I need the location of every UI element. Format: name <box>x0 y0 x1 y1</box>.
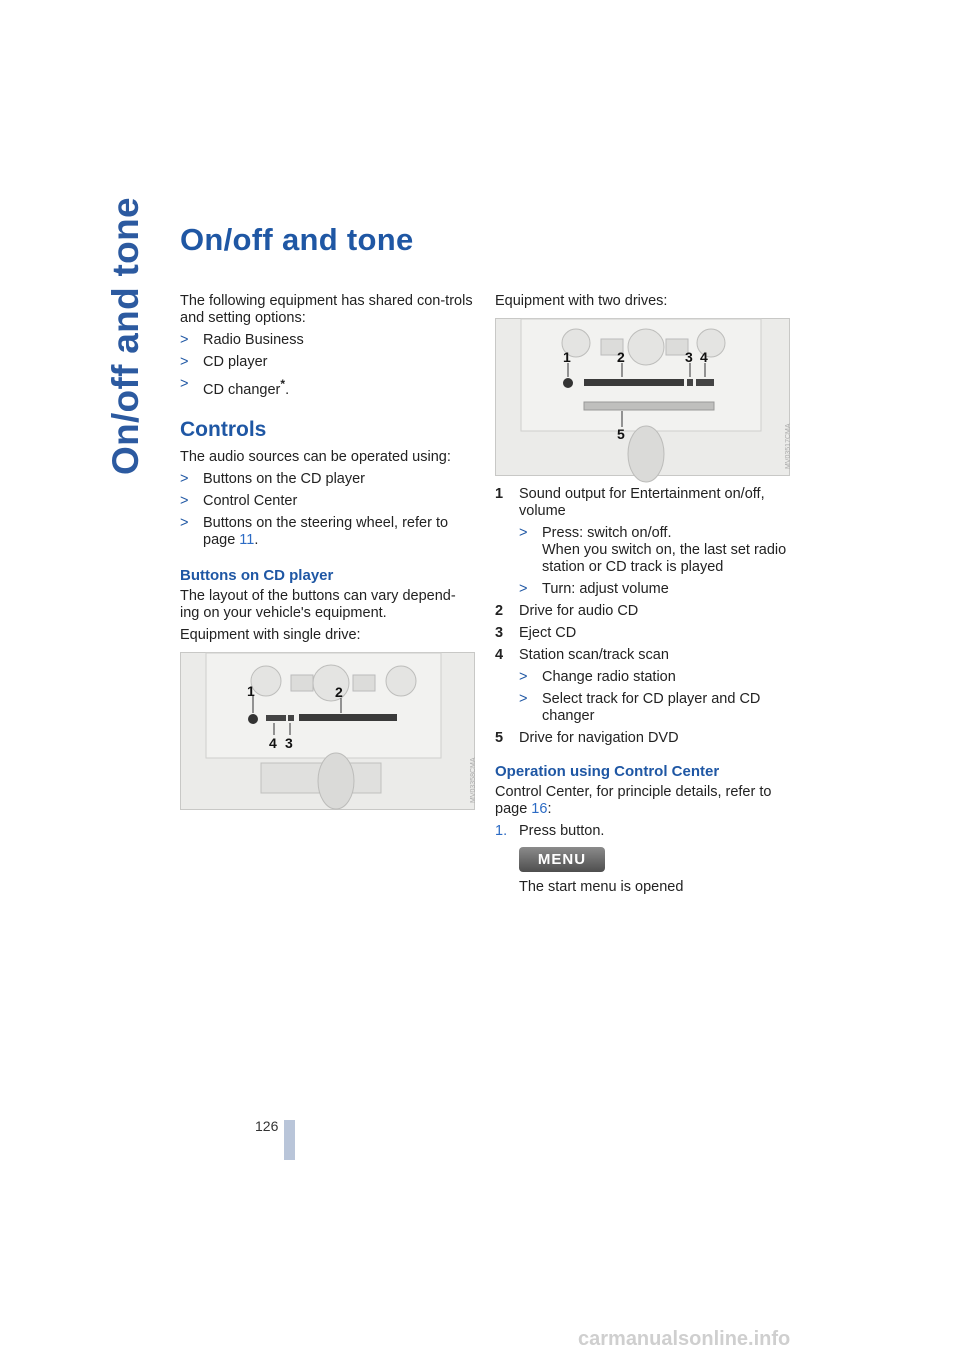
legend-item: 4 Station scan/track scan > Change radio station > Select track for CD player and CD changer <box>495 647 795 725</box>
bullet-arrow-icon: > <box>519 581 528 597</box>
bullet-arrow-icon: > <box>180 492 189 509</box>
list-item: > Buttons on the CD player <box>180 470 366 487</box>
callout-4: 4 <box>700 349 708 365</box>
legend-list <box>495 486 795 747</box>
footer-watermark: carmanualsonline.info <box>578 1328 791 1350</box>
equipment-list <box>180 332 473 399</box>
figure-code: MV03517CMA <box>785 423 792 469</box>
legend-item: 5 Drive for navigation DVD <box>495 730 679 746</box>
bullet-arrow-icon: > <box>519 691 528 707</box>
bullet-arrow-icon: > <box>180 514 189 531</box>
page-link-11[interactable]: 11 <box>239 531 255 548</box>
legend-item: 2 Drive for audio CD <box>495 603 639 619</box>
single-drive-text: Equipment with single drive: <box>180 626 361 643</box>
right-column <box>495 293 795 896</box>
page-marker-bar <box>284 1120 295 1160</box>
bullet-arrow-icon: > <box>519 525 528 541</box>
two-drive-illustration <box>495 318 790 476</box>
controls-intro: The audio sources can be operated using: <box>180 448 451 465</box>
callout-3: 3 <box>285 734 293 751</box>
operation-heading: Operation using Control Center <box>495 763 720 780</box>
callout-4: 4 <box>269 734 277 751</box>
bullet-arrow-icon: > <box>180 470 189 487</box>
single-drive-illustration <box>180 652 475 810</box>
bullet-arrow-icon: > <box>180 354 189 370</box>
callout-1: 1 <box>247 682 255 699</box>
bullet-arrow-icon: > <box>180 332 189 348</box>
intro-text: The following equipment has shared con-trols and setting options: <box>180 293 473 326</box>
controls-list <box>180 471 473 549</box>
page-title: On/off and tone <box>180 222 414 257</box>
list-item: > CD changer*. <box>180 376 290 398</box>
side-tab <box>96 197 156 475</box>
left-column <box>180 293 477 820</box>
callout-5: 5 <box>617 426 625 442</box>
cd-dvd-diagram <box>496 319 789 475</box>
list-item: > Buttons on the steering wheel, refer to page 11. <box>180 514 449 548</box>
figure-code: MV03358CMA <box>470 757 477 803</box>
menu-button[interactable]: MENU <box>519 847 605 872</box>
callout-1: 1 <box>563 349 571 365</box>
page-number: 126 <box>255 1118 279 1134</box>
list-item: > Radio Business <box>180 332 304 348</box>
step-item: 1. Press button. MENU The start menu is opened <box>495 823 684 895</box>
list-item: > Change radio station <box>519 669 676 685</box>
list-item: > Turn: adjust volume <box>519 581 669 597</box>
steps-list <box>495 823 795 896</box>
callout-2: 2 <box>335 683 343 700</box>
cd-player-diagram <box>181 653 474 809</box>
layout-text: The layout of the buttons can vary depend-ing on your vehicle's equipment. <box>180 587 456 621</box>
two-drives-heading: Equipment with two drives: <box>495 293 668 309</box>
bullet-arrow-icon: > <box>519 669 528 685</box>
list-item: > CD player <box>180 354 268 370</box>
controls-heading: Controls <box>180 417 267 441</box>
callout-2: 2 <box>617 349 625 365</box>
legend-item: 3 Eject CD <box>495 625 577 641</box>
operation-text: Control Center, for principle details, refer to page 16: <box>495 784 772 817</box>
page-link-16[interactable]: 16 <box>531 801 548 817</box>
list-item: > Control Center <box>180 492 298 509</box>
bullet-arrow-icon: > <box>180 376 189 392</box>
cd-buttons-heading: Buttons on CD player <box>180 566 334 584</box>
callout-3: 3 <box>685 349 693 365</box>
side-tab-label: On/off and tone <box>105 197 146 475</box>
list-item: > Press: switch on/off. When you switch on, the last set radio station or CD track is played <box>519 525 787 575</box>
optional-star: * <box>280 377 286 391</box>
legend-item: 1 Sound output for Entertainment on/off, volume > Press: switch on/off. When you switch on, the last set radio station or CD track is played > Turn: adjust volume <box>495 486 795 598</box>
list-item: > Select track for CD player and CD changer <box>519 691 761 724</box>
